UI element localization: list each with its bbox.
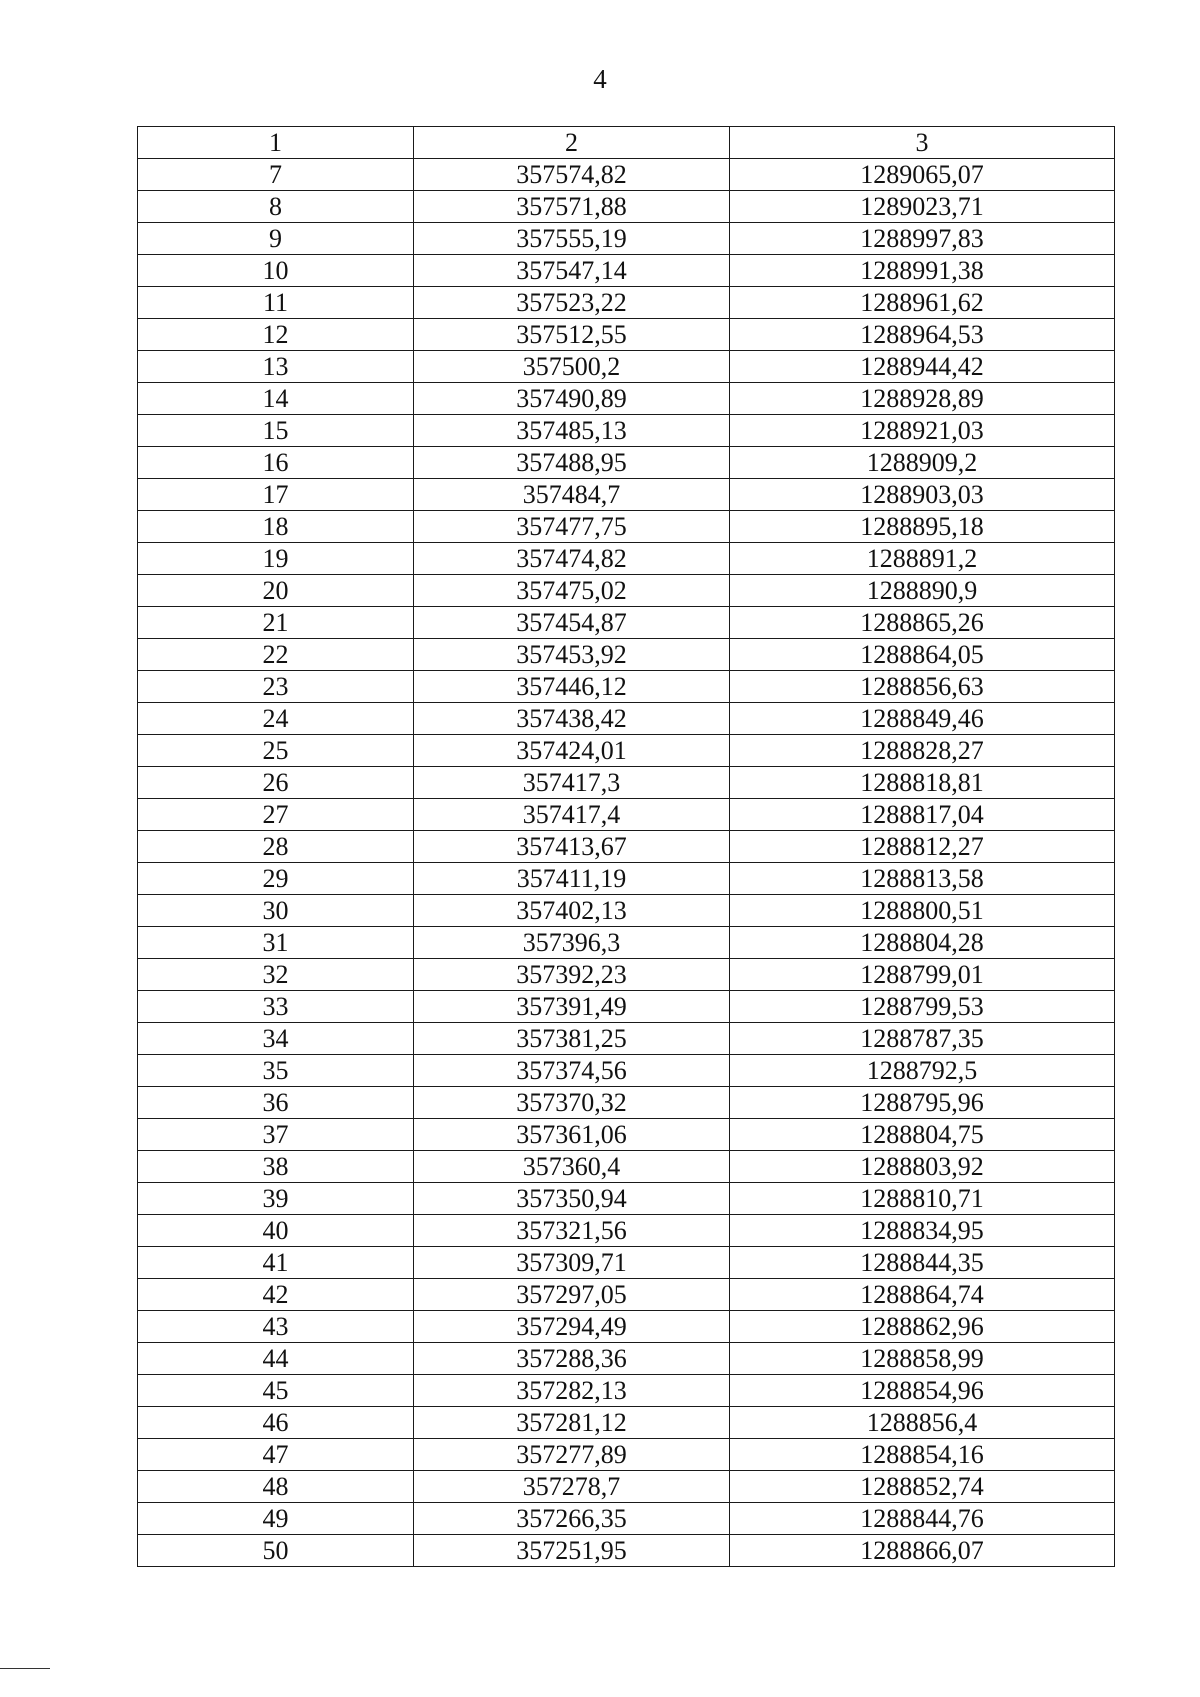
table-cell-col-1: 25 xyxy=(138,735,414,767)
table-cell-col-2: 357571,88 xyxy=(414,191,730,223)
table-row xyxy=(138,991,1115,1023)
table-row xyxy=(138,799,1115,831)
table-cell-col-2: 357454,87 xyxy=(414,607,730,639)
table-cell-col-2: 357392,23 xyxy=(414,959,730,991)
header-cell-col-1: 1 xyxy=(138,127,414,159)
table-row xyxy=(138,895,1115,927)
table-cell-col-2: 357251,95 xyxy=(414,1535,730,1567)
table-cell-col-3: 1288854,16 xyxy=(730,1439,1115,1471)
table-cell-col-2: 357411,19 xyxy=(414,863,730,895)
table-cell-col-2: 357555,19 xyxy=(414,223,730,255)
table-cell-col-3: 1289023,71 xyxy=(730,191,1115,223)
table-row xyxy=(138,1407,1115,1439)
table-cell-col-1: 27 xyxy=(138,799,414,831)
table-cell-col-1: 28 xyxy=(138,831,414,863)
table-cell-col-2: 357402,13 xyxy=(414,895,730,927)
table-cell-col-1: 44 xyxy=(138,1343,414,1375)
coordinates-table-container xyxy=(137,126,1114,1567)
table-cell-col-2: 357574,82 xyxy=(414,159,730,191)
table-cell-col-1: 11 xyxy=(138,287,414,319)
table-row xyxy=(138,703,1115,735)
table-row xyxy=(138,1311,1115,1343)
table-cell-col-3: 1288909,2 xyxy=(730,447,1115,479)
table-cell-col-3: 1288810,71 xyxy=(730,1183,1115,1215)
table-cell-col-1: 48 xyxy=(138,1471,414,1503)
table-cell-col-1: 26 xyxy=(138,767,414,799)
table-row xyxy=(138,1247,1115,1279)
table-cell-col-1: 40 xyxy=(138,1215,414,1247)
table-row xyxy=(138,543,1115,575)
table-cell-col-3: 1288997,83 xyxy=(730,223,1115,255)
table-cell-col-2: 357547,14 xyxy=(414,255,730,287)
table-header xyxy=(138,127,1115,159)
coordinates-table xyxy=(137,126,1115,1567)
table-cell-col-2: 357370,32 xyxy=(414,1087,730,1119)
table-cell-col-1: 30 xyxy=(138,895,414,927)
table-cell-col-2: 357417,3 xyxy=(414,767,730,799)
table-cell-col-3: 1288862,96 xyxy=(730,1311,1115,1343)
table-row xyxy=(138,447,1115,479)
table-row xyxy=(138,159,1115,191)
table-cell-col-1: 15 xyxy=(138,415,414,447)
table-row xyxy=(138,959,1115,991)
table-cell-col-2: 357266,35 xyxy=(414,1503,730,1535)
table-row xyxy=(138,287,1115,319)
table-cell-col-1: 8 xyxy=(138,191,414,223)
table-cell-col-3: 1288828,27 xyxy=(730,735,1115,767)
table-cell-col-1: 50 xyxy=(138,1535,414,1567)
table-cell-col-2: 357424,01 xyxy=(414,735,730,767)
table-cell-col-1: 9 xyxy=(138,223,414,255)
table-row xyxy=(138,639,1115,671)
table-cell-col-3: 1288854,96 xyxy=(730,1375,1115,1407)
table-cell-col-2: 357297,05 xyxy=(414,1279,730,1311)
table-cell-col-3: 1288858,99 xyxy=(730,1343,1115,1375)
table-row xyxy=(138,1375,1115,1407)
table-cell-col-3: 1288864,74 xyxy=(730,1279,1115,1311)
table-row xyxy=(138,927,1115,959)
table-body xyxy=(138,159,1115,1567)
table-cell-col-3: 1288895,18 xyxy=(730,511,1115,543)
table-row xyxy=(138,1535,1115,1567)
table-cell-col-3: 1288891,2 xyxy=(730,543,1115,575)
table-cell-col-1: 31 xyxy=(138,927,414,959)
table-row xyxy=(138,671,1115,703)
table-cell-col-3: 1288944,42 xyxy=(730,351,1115,383)
table-cell-col-1: 7 xyxy=(138,159,414,191)
table-cell-col-1: 10 xyxy=(138,255,414,287)
table-row xyxy=(138,1183,1115,1215)
table-cell-col-2: 357294,49 xyxy=(414,1311,730,1343)
table-row xyxy=(138,415,1115,447)
table-cell-col-2: 357477,75 xyxy=(414,511,730,543)
table-cell-col-3: 1288787,35 xyxy=(730,1023,1115,1055)
table-cell-col-3: 1288856,4 xyxy=(730,1407,1115,1439)
table-row xyxy=(138,511,1115,543)
table-cell-col-3: 1288890,9 xyxy=(730,575,1115,607)
table-cell-col-2: 357485,13 xyxy=(414,415,730,447)
table-cell-col-1: 18 xyxy=(138,511,414,543)
table-cell-col-3: 1288834,95 xyxy=(730,1215,1115,1247)
header-row xyxy=(138,127,1115,159)
table-cell-col-3: 1288961,62 xyxy=(730,287,1115,319)
table-cell-col-1: 33 xyxy=(138,991,414,1023)
table-cell-col-1: 23 xyxy=(138,671,414,703)
table-cell-col-3: 1288799,53 xyxy=(730,991,1115,1023)
table-cell-col-2: 357361,06 xyxy=(414,1119,730,1151)
table-cell-col-3: 1288795,96 xyxy=(730,1087,1115,1119)
table-cell-col-2: 357278,7 xyxy=(414,1471,730,1503)
table-cell-col-2: 357500,2 xyxy=(414,351,730,383)
table-cell-col-2: 357288,36 xyxy=(414,1343,730,1375)
table-cell-col-3: 1288852,74 xyxy=(730,1471,1115,1503)
table-cell-col-2: 357381,25 xyxy=(414,1023,730,1055)
table-row xyxy=(138,1023,1115,1055)
table-cell-col-1: 36 xyxy=(138,1087,414,1119)
table-cell-col-1: 12 xyxy=(138,319,414,351)
table-cell-col-2: 357350,94 xyxy=(414,1183,730,1215)
table-cell-col-2: 357453,92 xyxy=(414,639,730,671)
table-row xyxy=(138,863,1115,895)
table-cell-col-3: 1288813,58 xyxy=(730,863,1115,895)
table-cell-col-3: 1288844,76 xyxy=(730,1503,1115,1535)
table-row xyxy=(138,1087,1115,1119)
table-cell-col-2: 357417,4 xyxy=(414,799,730,831)
table-cell-col-1: 19 xyxy=(138,543,414,575)
table-cell-col-2: 357438,42 xyxy=(414,703,730,735)
table-row xyxy=(138,735,1115,767)
table-cell-col-1: 13 xyxy=(138,351,414,383)
table-cell-col-3: 1288817,04 xyxy=(730,799,1115,831)
table-row xyxy=(138,1119,1115,1151)
table-cell-col-1: 29 xyxy=(138,863,414,895)
table-row xyxy=(138,1151,1115,1183)
table-cell-col-3: 1289065,07 xyxy=(730,159,1115,191)
table-cell-col-3: 1288866,07 xyxy=(730,1535,1115,1567)
table-cell-col-1: 24 xyxy=(138,703,414,735)
table-cell-col-1: 43 xyxy=(138,1311,414,1343)
table-cell-col-2: 357512,55 xyxy=(414,319,730,351)
table-cell-col-2: 357396,3 xyxy=(414,927,730,959)
table-row xyxy=(138,479,1115,511)
table-cell-col-2: 357484,7 xyxy=(414,479,730,511)
table-cell-col-3: 1288849,46 xyxy=(730,703,1115,735)
table-cell-col-2: 357321,56 xyxy=(414,1215,730,1247)
table-cell-col-2: 357523,22 xyxy=(414,287,730,319)
table-cell-col-3: 1288928,89 xyxy=(730,383,1115,415)
table-cell-col-1: 47 xyxy=(138,1439,414,1471)
table-cell-col-3: 1288803,92 xyxy=(730,1151,1115,1183)
table-cell-col-2: 357309,71 xyxy=(414,1247,730,1279)
table-cell-col-3: 1288903,03 xyxy=(730,479,1115,511)
table-row xyxy=(138,351,1115,383)
table-row xyxy=(138,191,1115,223)
table-row xyxy=(138,383,1115,415)
table-row xyxy=(138,223,1115,255)
table-cell-col-1: 22 xyxy=(138,639,414,671)
table-cell-col-2: 357281,12 xyxy=(414,1407,730,1439)
table-cell-col-2: 357282,13 xyxy=(414,1375,730,1407)
table-cell-col-1: 38 xyxy=(138,1151,414,1183)
table-row xyxy=(138,1471,1115,1503)
table-cell-col-2: 357277,89 xyxy=(414,1439,730,1471)
table-cell-col-1: 41 xyxy=(138,1247,414,1279)
table-row xyxy=(138,1055,1115,1087)
table-cell-col-3: 1288804,75 xyxy=(730,1119,1115,1151)
table-cell-col-2: 357475,02 xyxy=(414,575,730,607)
table-cell-col-2: 357488,95 xyxy=(414,447,730,479)
header-cell-col-2: 2 xyxy=(414,127,730,159)
footer-divider xyxy=(0,1668,50,1669)
table-cell-col-2: 357374,56 xyxy=(414,1055,730,1087)
header-cell-col-3: 3 xyxy=(730,127,1115,159)
table-cell-col-1: 39 xyxy=(138,1183,414,1215)
table-cell-col-1: 20 xyxy=(138,575,414,607)
page-number: 4 xyxy=(593,64,607,94)
table-row xyxy=(138,831,1115,863)
table-row xyxy=(138,575,1115,607)
table-cell-col-1: 35 xyxy=(138,1055,414,1087)
table-cell-col-2: 357413,67 xyxy=(414,831,730,863)
table-cell-col-1: 14 xyxy=(138,383,414,415)
table-cell-col-1: 17 xyxy=(138,479,414,511)
table-cell-col-3: 1288800,51 xyxy=(730,895,1115,927)
table-cell-col-1: 32 xyxy=(138,959,414,991)
table-cell-col-3: 1288792,5 xyxy=(730,1055,1115,1087)
table-cell-col-3: 1288856,63 xyxy=(730,671,1115,703)
table-cell-col-3: 1288844,35 xyxy=(730,1247,1115,1279)
table-cell-col-2: 357446,12 xyxy=(414,671,730,703)
table-cell-col-1: 49 xyxy=(138,1503,414,1535)
table-cell-col-1: 46 xyxy=(138,1407,414,1439)
table-row xyxy=(138,767,1115,799)
table-row xyxy=(138,1215,1115,1247)
table-cell-col-3: 1288921,03 xyxy=(730,415,1115,447)
table-cell-col-2: 357391,49 xyxy=(414,991,730,1023)
table-cell-col-2: 357360,4 xyxy=(414,1151,730,1183)
table-cell-col-3: 1288964,53 xyxy=(730,319,1115,351)
table-row xyxy=(138,1279,1115,1311)
table-cell-col-1: 45 xyxy=(138,1375,414,1407)
table-cell-col-1: 16 xyxy=(138,447,414,479)
table-row xyxy=(138,319,1115,351)
table-cell-col-1: 21 xyxy=(138,607,414,639)
table-cell-col-3: 1288799,01 xyxy=(730,959,1115,991)
table-cell-col-1: 42 xyxy=(138,1279,414,1311)
table-row xyxy=(138,1343,1115,1375)
table-cell-col-2: 357490,89 xyxy=(414,383,730,415)
table-row xyxy=(138,1503,1115,1535)
table-cell-col-3: 1288991,38 xyxy=(730,255,1115,287)
table-cell-col-3: 1288812,27 xyxy=(730,831,1115,863)
table-cell-col-3: 1288818,81 xyxy=(730,767,1115,799)
table-cell-col-1: 37 xyxy=(138,1119,414,1151)
table-cell-col-3: 1288804,28 xyxy=(730,927,1115,959)
table-cell-col-2: 357474,82 xyxy=(414,543,730,575)
table-cell-col-1: 34 xyxy=(138,1023,414,1055)
table-cell-col-3: 1288865,26 xyxy=(730,607,1115,639)
table-row xyxy=(138,255,1115,287)
table-cell-col-3: 1288864,05 xyxy=(730,639,1115,671)
table-row xyxy=(138,607,1115,639)
table-row xyxy=(138,1439,1115,1471)
